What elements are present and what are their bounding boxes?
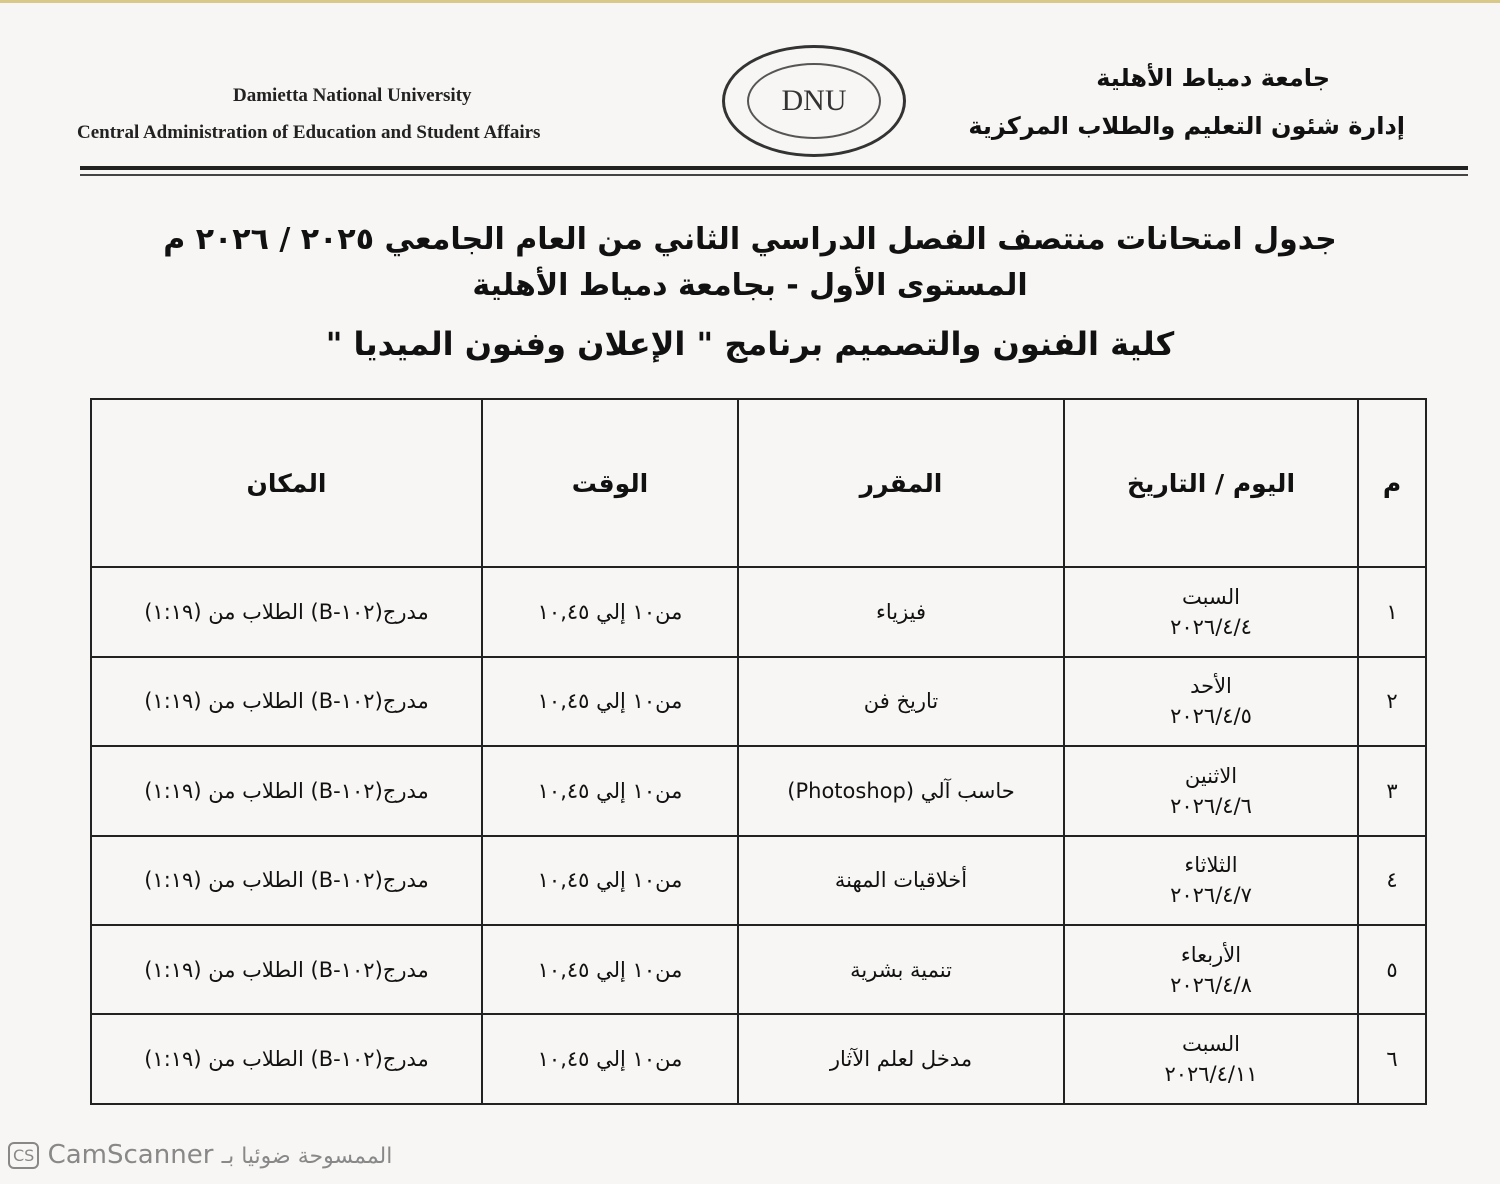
time-text: من١٠ إلي ١٠,٤٥ <box>537 957 683 982</box>
row-number <box>1358 925 1426 1014</box>
row-date <box>1064 657 1358 746</box>
table-row <box>91 746 1426 835</box>
row-number-text: ١ <box>1386 599 1398 624</box>
row-place <box>91 746 482 835</box>
camscanner-watermark <box>8 1140 392 1170</box>
course-text: مدخل لعلم الآثار <box>829 1047 973 1072</box>
course-text: تنمية بشرية <box>850 957 952 982</box>
course-text: أخلاقيات المهنة <box>834 868 968 893</box>
schedule-program: كلية الفنون والتصميم برنامج " الإعلان وفنون الميديا " <box>325 325 1175 363</box>
row-course <box>738 925 1064 1014</box>
day-text: الثلاثاء <box>1184 853 1238 878</box>
en-university-name: Damietta National University <box>233 85 472 106</box>
course-text: تاريخ فن <box>863 689 939 714</box>
row-time <box>482 925 738 1014</box>
row-number <box>1358 657 1426 746</box>
row-number <box>1358 836 1426 925</box>
row-place <box>91 925 482 1014</box>
course-text: فيزياء <box>875 599 927 624</box>
table-row <box>91 1014 1426 1104</box>
row-course <box>738 836 1064 925</box>
en-admin-name: Central Administration of Education and Student Affairs <box>77 122 541 143</box>
logo-mark: DNU <box>747 63 881 139</box>
place-text: مدرج(١٠٢-B) الطلاب من (١:١٩) <box>144 1047 429 1072</box>
day-text: السبت <box>1182 1032 1240 1057</box>
row-number-text: ٦ <box>1386 1047 1398 1072</box>
row-date <box>1064 746 1358 835</box>
table-row <box>91 836 1426 925</box>
date-text: ٢٠٢٦/٤/١١ <box>1164 1062 1258 1087</box>
place-text: مدرج(١٠٢-B) الطلاب من (١:١٩) <box>144 778 429 803</box>
time-text: من١٠ إلي ١٠,٤٥ <box>537 689 683 714</box>
date-text: ٢٠٢٦/٤/٨ <box>1170 972 1252 997</box>
day-text: الأحد <box>1190 674 1232 699</box>
row-date <box>1064 1014 1358 1104</box>
exam-table <box>90 398 1427 1105</box>
row-number <box>1358 746 1426 835</box>
row-place <box>91 567 482 656</box>
date-text: ٢٠٢٦/٤/٥ <box>1170 704 1252 729</box>
time-text: من١٠ إلي ١٠,٤٥ <box>537 868 683 893</box>
row-number-text: ٣ <box>1386 778 1398 803</box>
header-number: م <box>1358 399 1426 567</box>
header-date: اليوم / التاريخ <box>1064 399 1358 567</box>
row-place <box>91 836 482 925</box>
course-text: حاسب آلي (Photoshop) <box>787 778 1015 803</box>
date-text: ٢٠٢٦/٤/٦ <box>1170 793 1252 818</box>
row-time <box>482 657 738 746</box>
row-date <box>1064 925 1358 1014</box>
ar-admin-name: إدارة شئون التعليم والطلاب المركزية <box>968 112 1405 140</box>
row-place <box>91 657 482 746</box>
row-number-text: ٤ <box>1386 868 1398 893</box>
table-row <box>91 657 1426 746</box>
row-number <box>1358 567 1426 656</box>
table-row <box>91 567 1426 656</box>
header-course: المقرر <box>738 399 1064 567</box>
top-edge <box>0 0 1500 3</box>
date-text: ٢٠٢٦/٤/٧ <box>1170 883 1252 908</box>
row-course <box>738 746 1064 835</box>
schedule-level: المستوى الأول - بجامعة دمياط الأهلية <box>472 268 1028 303</box>
time-text: من١٠ إلي ١٠,٤٥ <box>537 599 683 624</box>
camscanner-logo: CS <box>8 1142 39 1169</box>
table-header-row <box>91 399 1426 567</box>
row-course <box>738 657 1064 746</box>
row-time <box>482 746 738 835</box>
row-time <box>482 1014 738 1104</box>
time-text: من١٠ إلي ١٠,٤٥ <box>537 778 683 803</box>
row-date <box>1064 567 1358 656</box>
row-place <box>91 1014 482 1104</box>
header-divider-thin <box>80 174 1468 176</box>
schedule-title: جدول امتحانات منتصف الفصل الدراسي الثاني من العام الجامعي ٢٠٢٥ / ٢٠٢٦ م <box>163 222 1337 257</box>
table-row <box>91 925 1426 1014</box>
row-time <box>482 836 738 925</box>
row-number-text: ٢ <box>1386 689 1398 714</box>
place-text: مدرج(١٠٢-B) الطلاب من (١:١٩) <box>144 868 429 893</box>
row-course <box>738 567 1064 656</box>
time-text: من١٠ إلي ١٠,٤٥ <box>537 1047 683 1072</box>
row-time <box>482 567 738 656</box>
ar-university-name: جامعة دمياط الأهلية <box>1096 64 1330 92</box>
day-text: السبت <box>1182 584 1240 609</box>
day-text: الاثنين <box>1184 763 1238 788</box>
row-number <box>1358 1014 1426 1104</box>
camscanner-text: CamScanner <box>47 1140 214 1170</box>
university-logo <box>722 45 906 157</box>
row-date <box>1064 836 1358 925</box>
day-text: الأربعاء <box>1180 942 1242 967</box>
camscanner-ar-text: الممسوحة ضوئيا بـ <box>221 1144 393 1169</box>
row-course <box>738 1014 1064 1104</box>
place-text: مدرج(١٠٢-B) الطلاب من (١:١٩) <box>144 599 429 624</box>
place-text: مدرج(١٠٢-B) الطلاب من (١:١٩) <box>144 957 429 982</box>
date-text: ٢٠٢٦/٤/٤ <box>1170 614 1252 639</box>
header-time: الوقت <box>482 399 738 567</box>
row-number-text: ٥ <box>1386 957 1398 982</box>
header-divider <box>80 166 1468 170</box>
header-place: المكان <box>91 399 482 567</box>
place-text: مدرج(١٠٢-B) الطلاب من (١:١٩) <box>144 689 429 714</box>
